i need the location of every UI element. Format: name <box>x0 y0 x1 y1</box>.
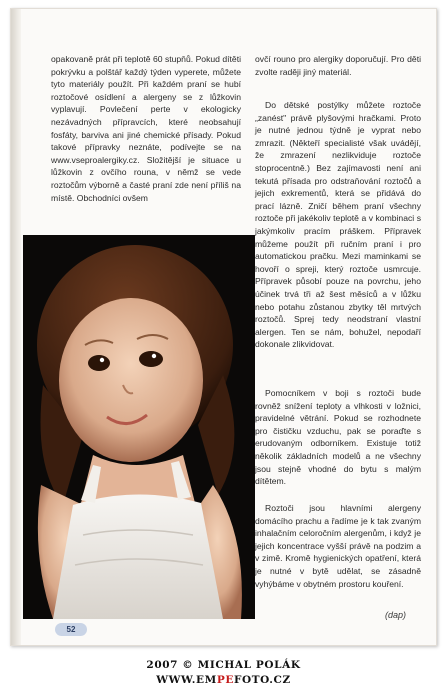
magazine-page <box>10 8 437 646</box>
article-left-column <box>51 53 241 204</box>
author-signature: (dap) <box>384 610 406 620</box>
child-photo <box>23 235 255 619</box>
article-paragraph: Roztoči jsou hlavními alergeny domácího prachu a řadíme je k tak zvaným inhalačním celoročním alergenům, i když je jejich koncentrace vyšší právě na podzim a v zimě. Kromě hygienických opatření, která je nutné v bytě udělat, se zásadně vyhýbáme v obytném prostoru kouření. <box>255 503 421 589</box>
article-right-column-top <box>255 53 421 78</box>
photographer-website <box>0 673 447 687</box>
article-right-column-bottom <box>255 502 421 590</box>
page-number-badge: 52 <box>55 623 87 636</box>
page-gutter <box>11 9 21 645</box>
photo-copyright: 2007 © MICHAL POLÁK <box>146 659 301 671</box>
website-prefix: WWW.EM <box>156 674 217 686</box>
article-paragraph: ovčí rouno pro alergiky doporučují. Pro děti zvolte raději jiný materiál. <box>255 54 421 77</box>
website-suffix: FOTO.CZ <box>233 674 291 686</box>
article-right-column-middle <box>255 99 421 351</box>
article-paragraph: Pomocníkem v boji s roztoči bude rovněž snížení teploty a vlhkosti v ložnici, pravidelné větrání. Pokud se rozhodnete pro čističku vzduchu, pak se poraďte s erudovaným odborníkem. Existuje totiž několik základních modelů a ne všechny jsou stejně vhodné do bytu s malým dítětem. <box>255 388 421 487</box>
article-right-column-lower <box>255 387 421 488</box>
child-photo-illustration <box>23 235 255 619</box>
article-paragraph: opakovaně prát při teplotě 60 stupňů. Pokud dítěti pokrývku a polštář každý týden vyperete, můžete tyto materiály použít. Při každém praní se hubí roztočové osídlení a alergeny se z lůžkovin vyplavují. Povlečení perte v ekologicky nezávadných přípravcích, které neobsahují fosfáty, barviva ani jiné chemické přísady. Pokud takové přípravky neznáte, podívejte se na www.vseproalergiky.cz. Složitější je situace u lůžkovin z ovčího rouna, v němž se vede roztočům výborně a časté praní zde není příliš na místě. Obchodníci ovšem <box>51 54 241 203</box>
website-accent: PE <box>216 674 234 686</box>
article-paragraph: Do dětské postýlky můžete roztoče „zanést" právě plyšovými hračkami. Proto je nutné jednou týdně je vyprat nebo zmrazit. (Někteří specialisté však uvádějí, že zmrazení nezlikviduje roztoče stoprocentně.) Bez zajímavosti není ani tekutá přísada pro odstraňování roztočů a jejich exkrementů, která se přidává do prací lázně. Zničí během praní všechny roztoče při jakékoliv teplotě a v kombinaci s jakýmkoliv pracím práškem. Přípravek můžeme použít při ručním praní i pro automatickou pračku. Mezi maminkami se hovoří o spreji, který roztoče usmrcuje. Přípravek působí pouze na povrchu, jeho účinek trvá tři až šest měsíců a v lůžku nebo potahu zůstanou zbytky těl mrtvých roztočů. Sprej tedy neodstraní vlastní alergen. Ten se nám, bohužel, nepodaří dokonale zlikvidovat. <box>255 100 421 350</box>
